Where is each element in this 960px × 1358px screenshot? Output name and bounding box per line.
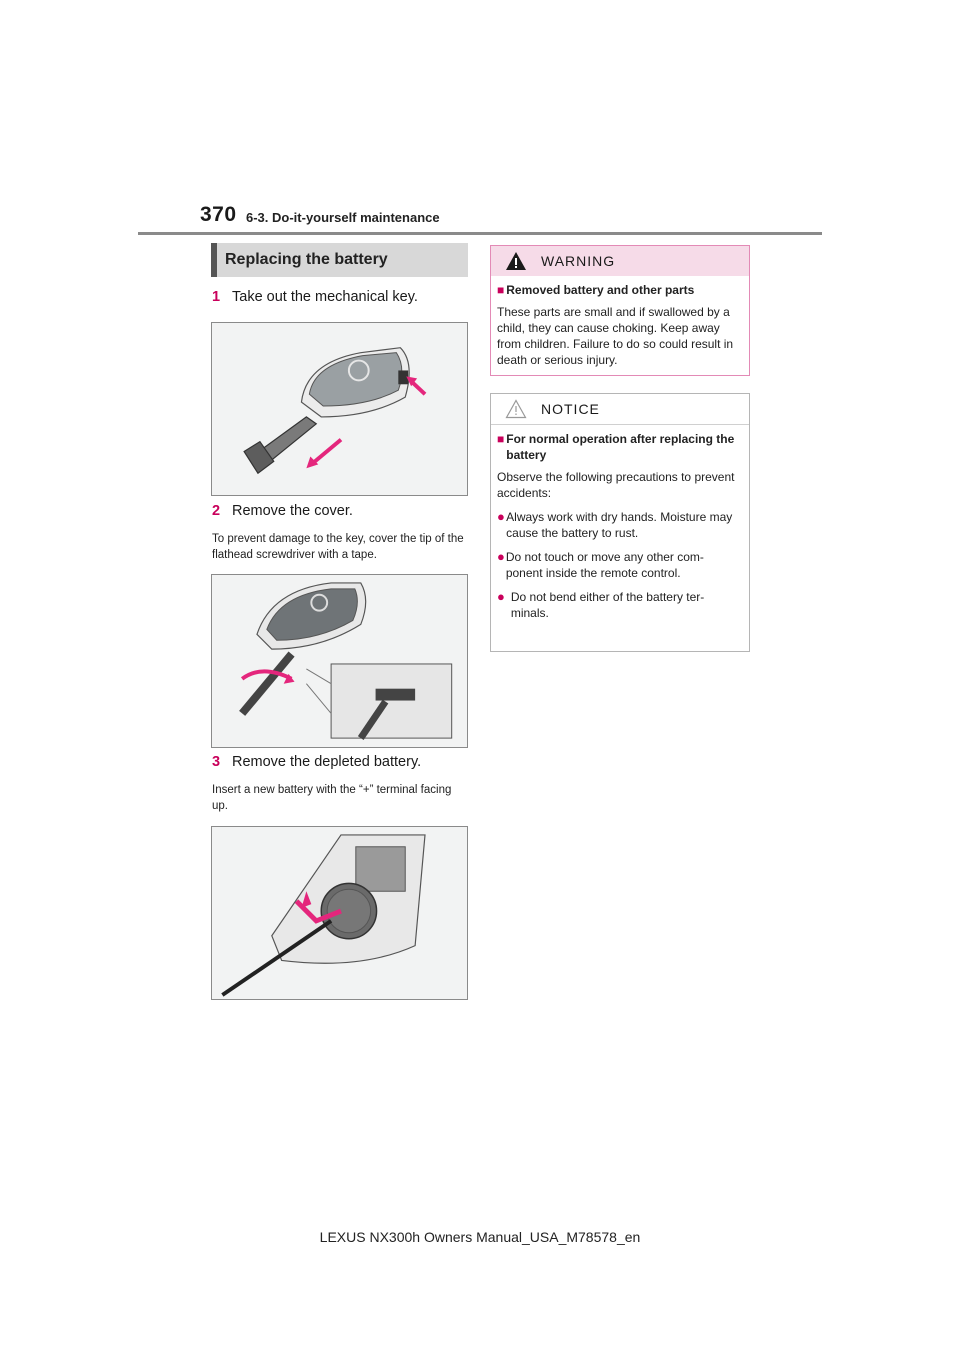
square-bullet-icon: ■ (497, 432, 505, 446)
step-text: Remove the depleted battery. (232, 754, 422, 770)
step-2 (212, 503, 353, 519)
step-text: Take out the mechanical key. (232, 289, 418, 305)
section-title: 6-3. Do-it-yourself maintenance (246, 210, 440, 225)
step-1 (212, 289, 418, 305)
step-number: 3 (212, 754, 221, 770)
notice-bullet: ● Do not touch or move any other com- ponent inside the remote control. (497, 549, 704, 580)
notice-title: NOTICE (541, 401, 600, 417)
step-number: 1 (212, 289, 221, 305)
square-bullet-icon: ■ (497, 283, 505, 297)
warning-item-title-row (491, 282, 749, 298)
battery-removal-illustration (212, 827, 467, 999)
notice-box (490, 393, 750, 652)
notice-header (491, 394, 749, 425)
notice-intro: Observe the following precautions to prevent accidents: (497, 470, 735, 500)
notice-bullet: ● Always work with dry hands. Moisture may cause the battery to rust. (497, 509, 733, 540)
key-fob-illustration (212, 323, 467, 495)
notice-item-title: For normal operation after replacing the battery (506, 432, 735, 462)
figure-remove-battery (211, 826, 468, 1000)
cover-removal-illustration (212, 575, 467, 747)
warning-box (490, 245, 750, 376)
step-text: Remove the cover. (232, 503, 353, 519)
notice-item-title-row (491, 431, 749, 463)
warning-item-title: Removed battery and other parts (506, 283, 695, 297)
footer-manual-id: LEXUS NX300h Owners Manual_USA_M78578_en (319, 1229, 641, 1245)
page-number: 370 (200, 203, 237, 226)
header-rule (138, 232, 822, 235)
figure-take-out-key (211, 322, 468, 496)
warning-header (491, 246, 749, 276)
bullet-dot-icon: ● (497, 549, 505, 564)
warning-triangle-icon (505, 251, 527, 271)
notice-triangle-icon (505, 399, 527, 419)
figure-remove-cover (211, 574, 468, 748)
step-3-note: Insert a new battery with the “+” terminal facing up. (212, 784, 452, 812)
warning-item-text: These parts are small and if swallowed by a child, they can cause choking. Keep away from children. Failure to do so could result in death or serious injury. (497, 305, 734, 367)
section-heading (211, 243, 468, 277)
step-2-note: To prevent damage to the key, cover the tip of the flathead screwdriver with a tape. (212, 533, 464, 561)
warning-title: WARNING (541, 253, 616, 269)
bullet-dot-icon: ● (497, 509, 505, 524)
step-3 (212, 754, 421, 770)
bullet-dot-icon: ● (497, 589, 505, 604)
notice-bullet: ● Do not bend either of the battery ter- minals. (497, 589, 705, 620)
section-heading-label: Replacing the battery (225, 251, 388, 268)
step-number: 2 (212, 503, 221, 519)
